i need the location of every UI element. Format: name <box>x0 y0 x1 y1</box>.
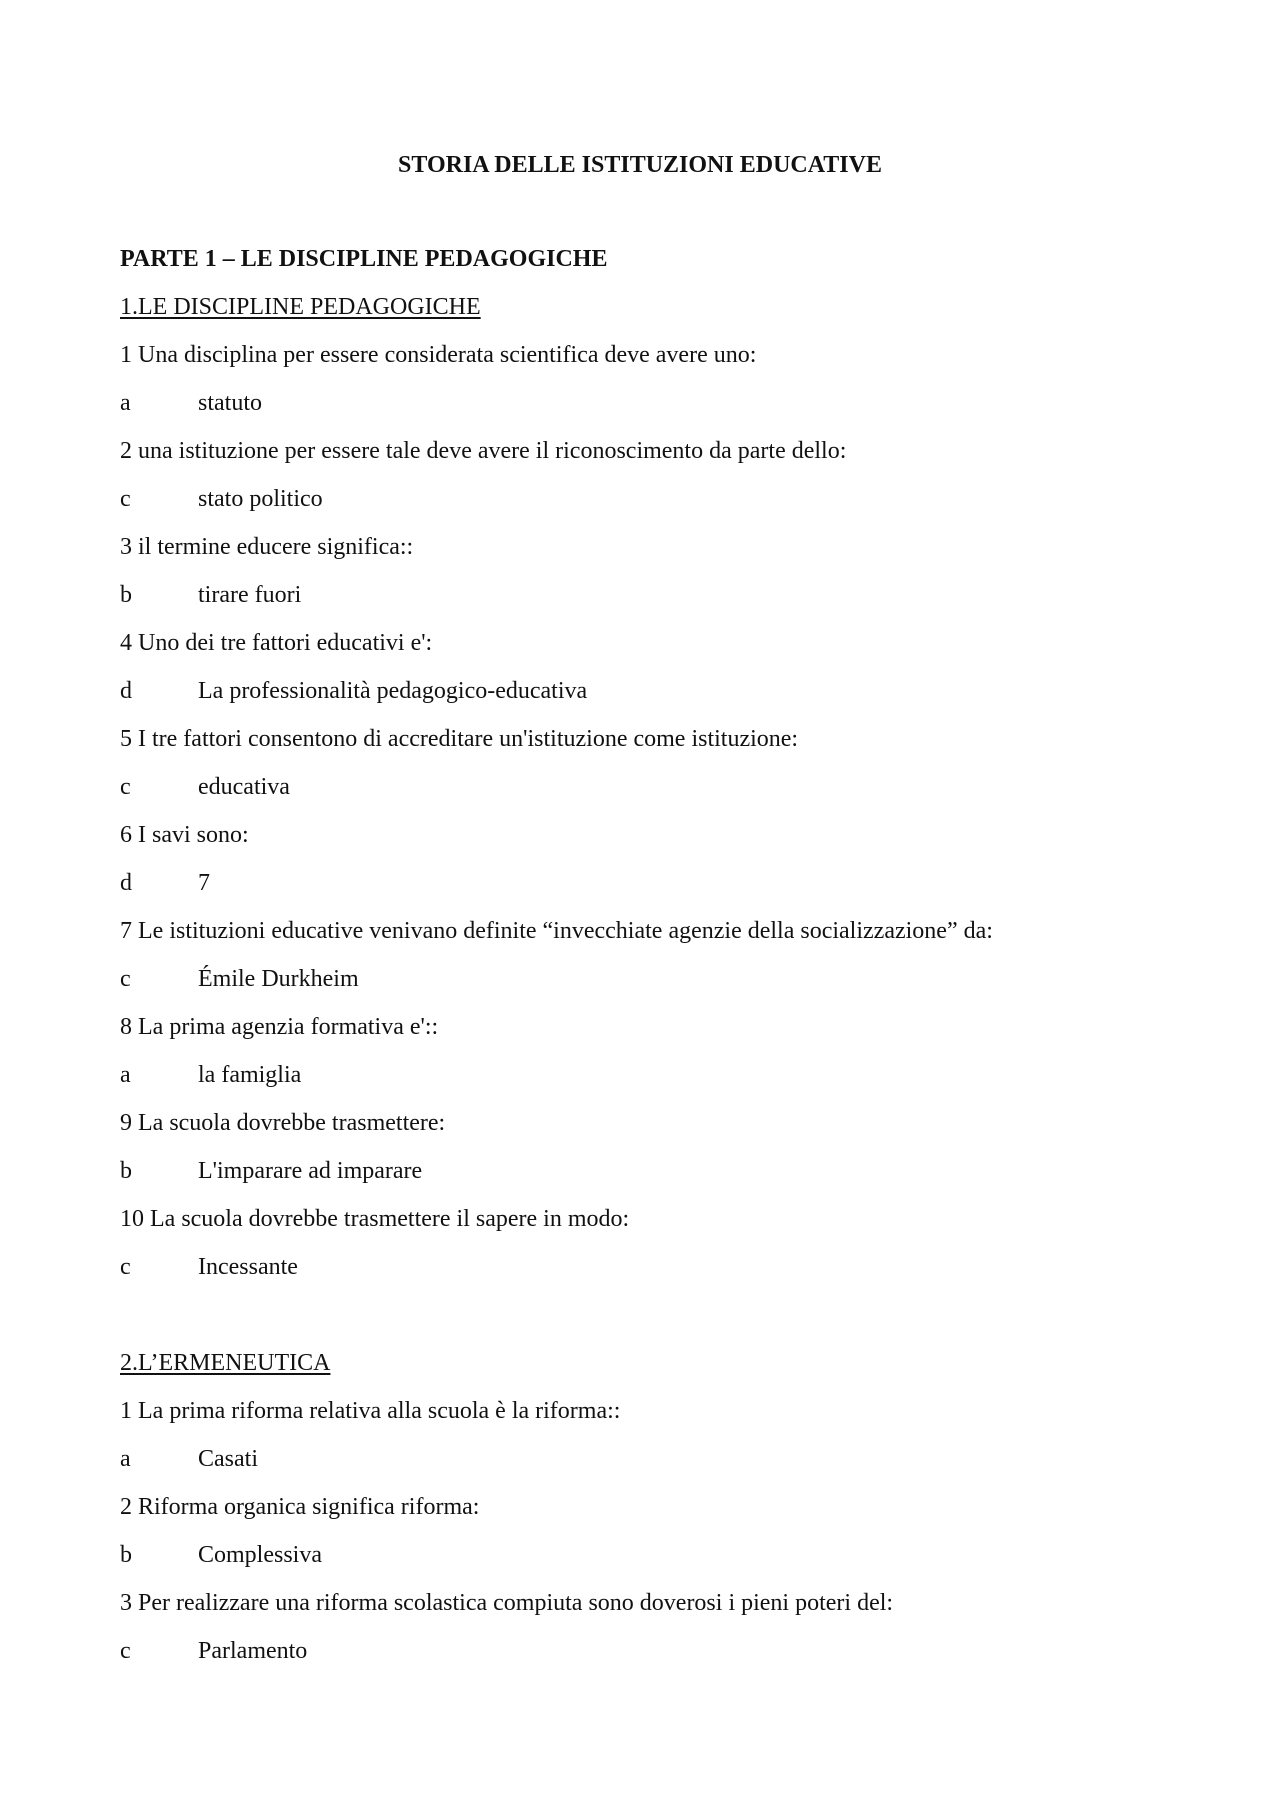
answer-letter: c <box>120 1638 131 1664</box>
section-discipline-pedagogiche <box>120 292 1180 1300</box>
answer-letter: c <box>120 966 131 992</box>
answer-text: Casati <box>198 1446 258 1472</box>
section-ermeneutica <box>120 1348 1180 1684</box>
answer-row <box>120 388 1180 436</box>
answer-text: tirare fuori <box>198 582 302 608</box>
answer-row <box>120 1060 1180 1108</box>
answer-row <box>120 1156 1180 1204</box>
answer-text: Parlamento <box>198 1638 308 1664</box>
answer-text: L'imparare ad imparare <box>198 1158 423 1184</box>
question-text: 7 Le istituzioni educative venivano definite “invecchiate agenzie della socializzazione” da: <box>120 918 993 944</box>
question-text: 3 il termine educere significa:: <box>120 534 414 560</box>
answer-text: 7 <box>198 870 210 896</box>
answer-text: educativa <box>198 774 290 800</box>
document-title: STORIA DELLE ISTITUZIONI EDUCATIVE <box>398 152 882 178</box>
part-title: PARTE 1 – LE DISCIPLINE PEDAGOGICHE <box>120 246 608 272</box>
question-text: 2 una istituzione per essere tale deve avere il riconoscimento da parte dello: <box>120 438 847 464</box>
answer-letter: c <box>120 1254 131 1280</box>
answer-letter: b <box>120 582 132 608</box>
answer-row <box>120 1540 1180 1588</box>
answer-letter: a <box>120 390 131 416</box>
answer-text: la famiglia <box>198 1062 302 1088</box>
answer-text: La professionalità pedagogico-educativa <box>198 678 588 704</box>
answer-row <box>120 484 1180 532</box>
document-body <box>120 244 1180 1684</box>
question-text: 3 Per realizzare una riforma scolastica compiuta sono doverosi i pieni poteri del: <box>120 1590 894 1616</box>
answer-row <box>120 1252 1180 1300</box>
answer-letter: d <box>120 678 132 704</box>
answer-text: Incessante <box>198 1254 298 1280</box>
answer-row <box>120 1444 1180 1492</box>
question-text: 6 I savi sono: <box>120 822 249 848</box>
section-title: 1.LE DISCIPLINE PEDAGOGICHE <box>120 294 481 320</box>
question-text: 4 Uno dei tre fattori educativi e': <box>120 630 433 656</box>
answer-letter: b <box>120 1542 132 1568</box>
answer-letter: a <box>120 1446 131 1472</box>
answer-letter: a <box>120 1062 131 1088</box>
answer-row <box>120 964 1180 1012</box>
answer-row <box>120 676 1180 724</box>
answer-row <box>120 580 1180 628</box>
answer-letter: b <box>120 1158 132 1184</box>
answer-text: Complessiva <box>198 1542 322 1568</box>
question-text: 1 La prima riforma relativa alla scuola è la riforma:: <box>120 1398 621 1424</box>
question-text: 10 La scuola dovrebbe trasmettere il sapere in modo: <box>120 1206 630 1232</box>
answer-text: Émile Durkheim <box>198 966 359 992</box>
question-text: 1 Una disciplina per essere considerata scientifica deve avere uno: <box>120 342 757 368</box>
answer-text: stato politico <box>198 486 323 512</box>
answer-row <box>120 1636 1180 1684</box>
answer-letter: c <box>120 774 131 800</box>
answer-text: statuto <box>198 390 262 416</box>
answer-row <box>120 868 1180 916</box>
answer-row <box>120 772 1180 820</box>
question-text: 8 La prima agenzia formativa e':: <box>120 1014 439 1040</box>
answer-letter: c <box>120 486 131 512</box>
answer-letter: d <box>120 870 132 896</box>
question-text: 5 I tre fattori consentono di accreditare un'istituzione come istituzione: <box>120 726 799 752</box>
section-title: 2.L’ERMENEUTICA <box>120 1350 331 1376</box>
question-text: 2 Riforma organica significa riforma: <box>120 1494 480 1520</box>
question-text: 9 La scuola dovrebbe trasmettere: <box>120 1110 446 1136</box>
